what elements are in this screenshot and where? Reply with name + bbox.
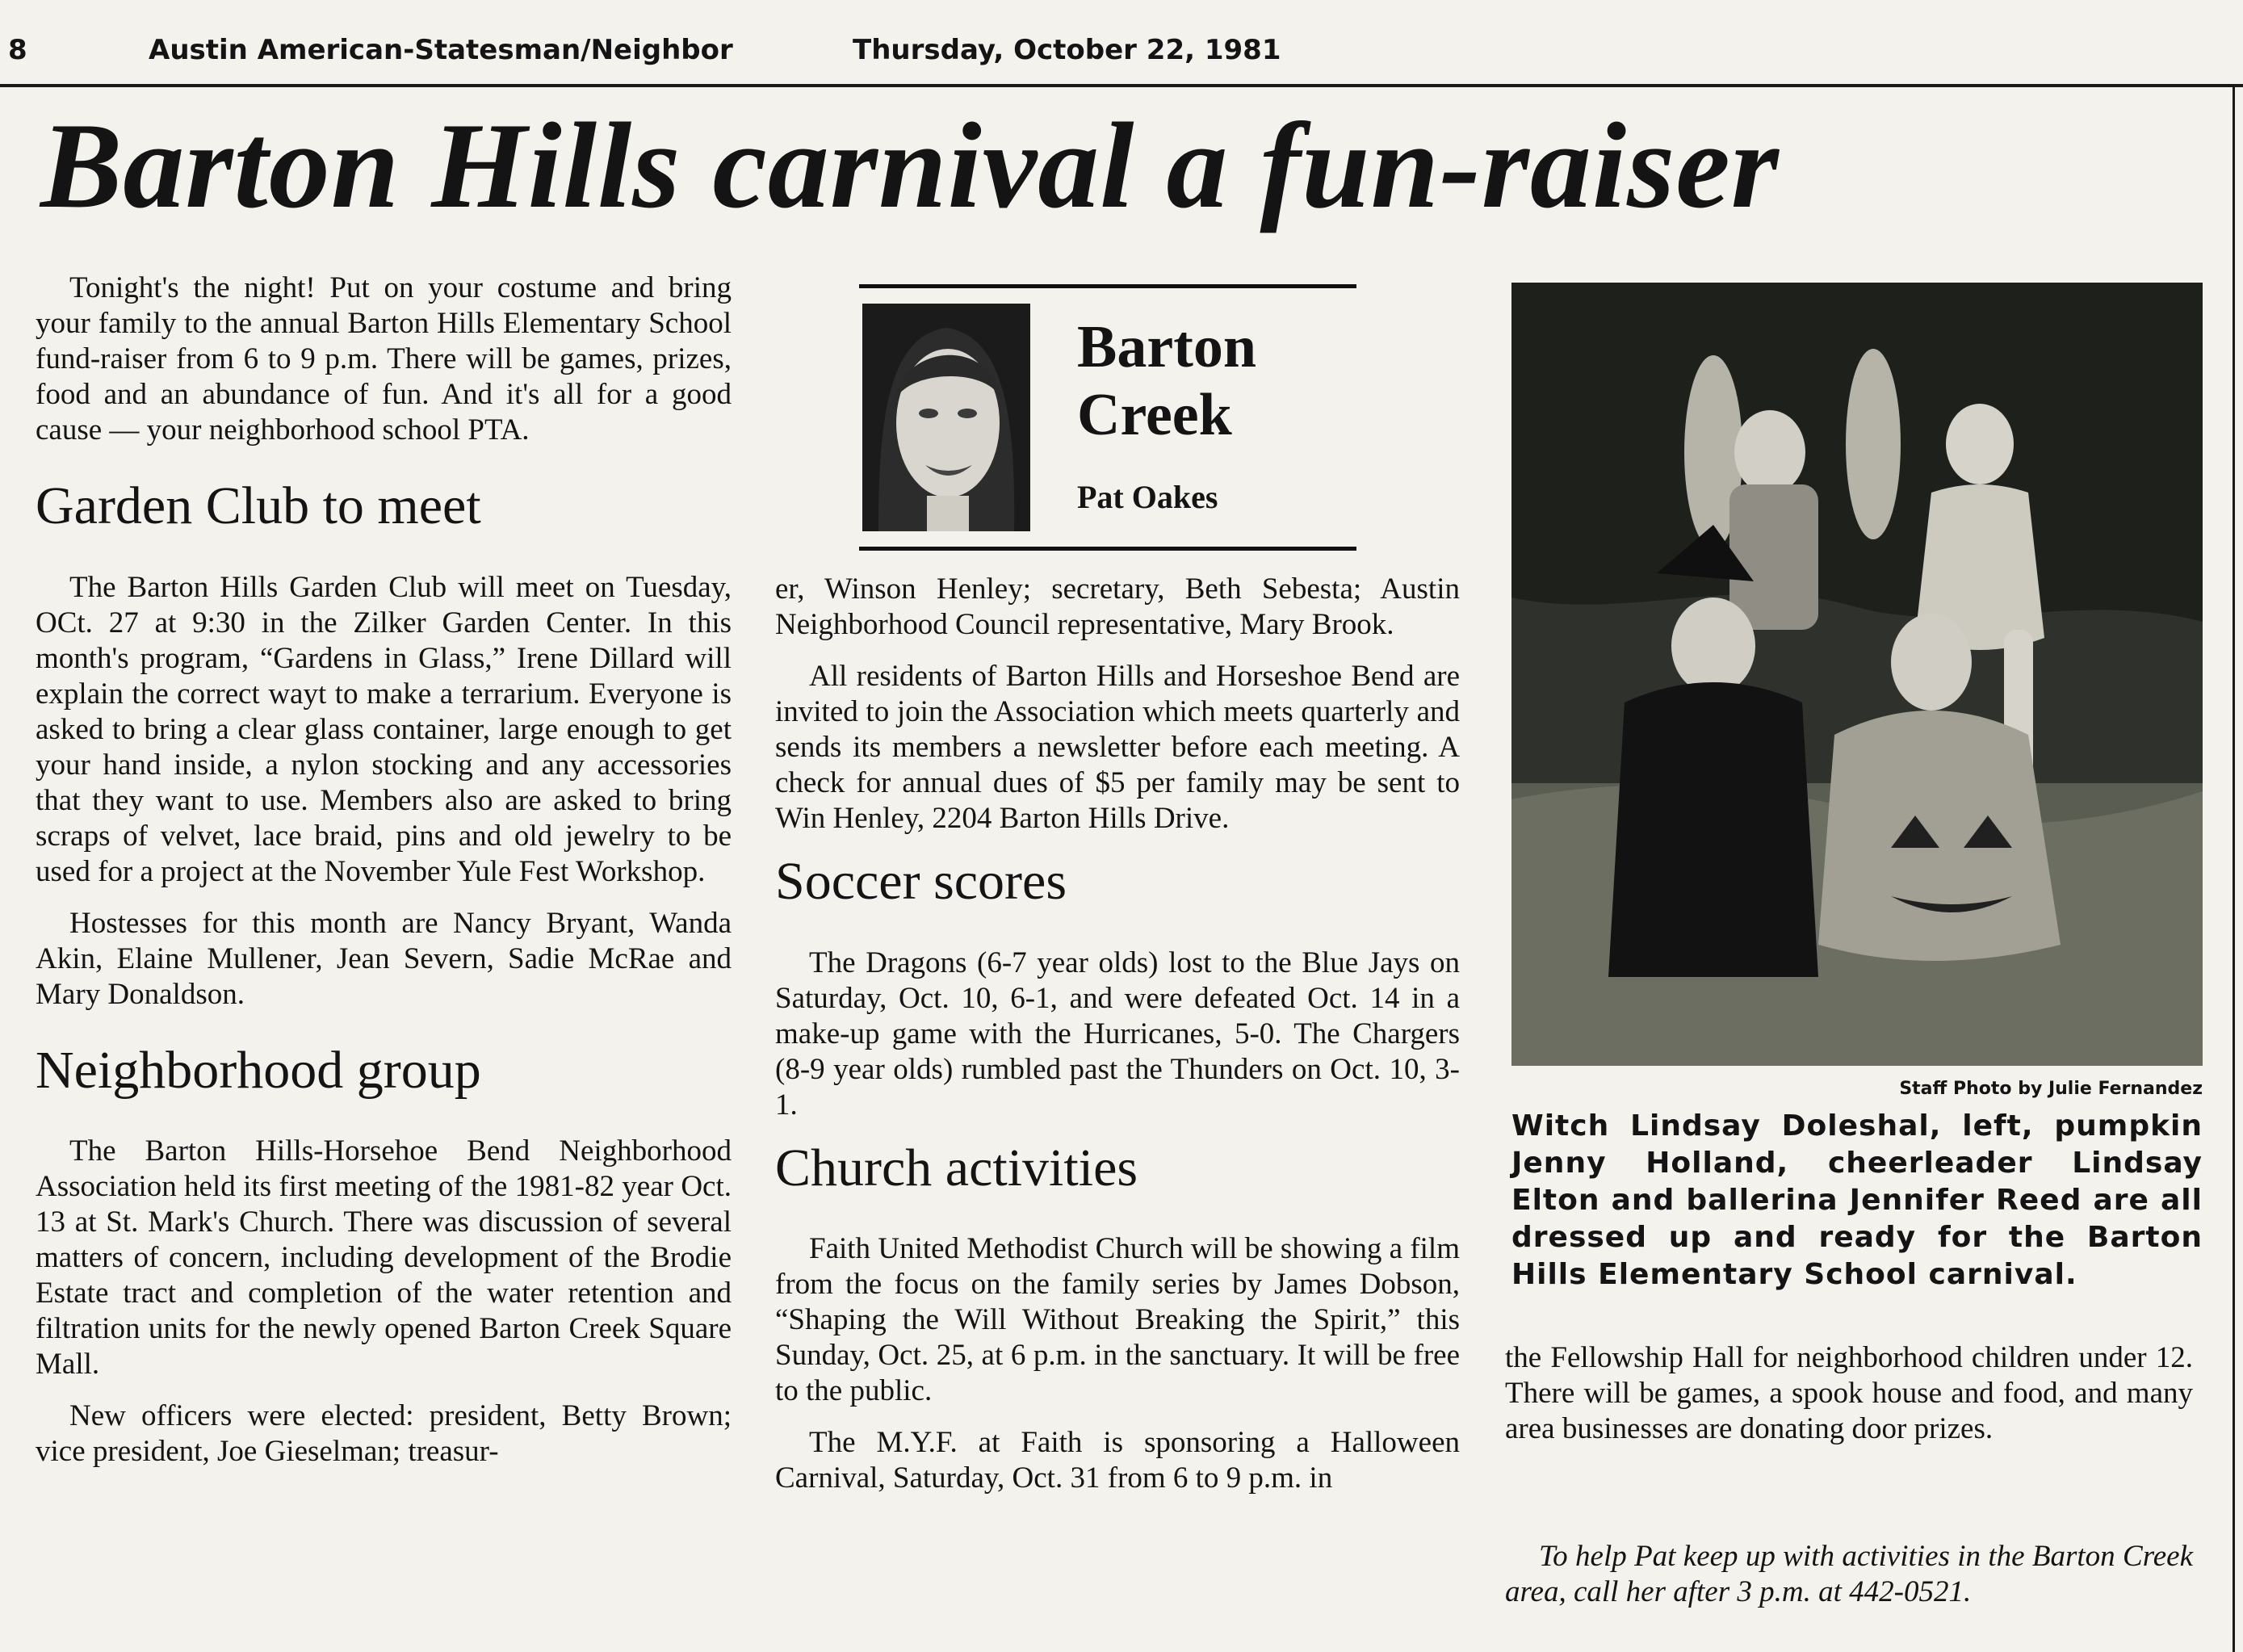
neighborhood-paragraph: The Barton Hills-Horsehoe Bend Neighborhood Association held its first meeting of the 1981-82 year Oct. 13 at St. Mark's Church. There was discussion of several matters of concern, including development of the Brodie Estate tract and completion of the water retention and filtration units for the newly opened Barton Creek Square Mall. [36,1134,732,1382]
residents-paragraph: All residents of Barton Hills and Horseshoe Bend are invited to join the Association which meets quarterly and sends its members a newsletter before each meeting. A check for annual dues of $5 per family may be sent to Win Henley, 2204 Barton Hills Drive. [775,660,1460,835]
column-author: Pat Oakes [1077,479,1218,515]
soccer-scores-heading: Soccer scores [775,852,1067,911]
headline: Barton Hills carnival a fun-raiser [40,98,1780,233]
garden-club-paragraph: The Barton Hills Garden Club will meet on Tuesday, OCt. 27 at 9:30 in the Zilker Garden Center. In this month's program, “Gardens in Glass,” Irene Dillard will explain the correct wayt to make a terrarium. Everyone is asked to bring a clear glass container, large enough to get your hand inside, a nylon stocking and any accessories that they want to use. Members also are asked to bring scraps of velvet, lace braid, pins and old jewelry to be used for a project at the November Yule Fest Workshop. [36,570,732,888]
column-right [1505,1340,2193,1463]
hostesses-paragraph: Hostesses for this month are Nancy Bryant, Wanda Akin, Elaine Mullener, Jean Severn, Sadie McRae and Mary Donaldson. [36,906,732,1011]
soccer-paragraph: The Dragons (6-7 year olds) lost to the Blue Jays on Saturday, Oct. 10, 6-1, and were defeated Oct. 14 in a make-up game with the Hurricanes, 5-0. The Chargers (8-9 year olds) rumbled past the Thunders on Oct. 10, 3-1. [775,945,1460,1122]
children-costumes-photo [1511,283,2203,1066]
intro-paragraph: Tonight's the night! Put on your costume and bring your family to the annual Barton Hills Elementary School fund-raiser from 6 to 9 p.m. There will be games, prizes, food and an abundance of fun. And it's all for a good cause — your neighborhood school PTA. [36,271,732,447]
author-portrait [862,304,1030,531]
officers-continued: er, Winson Henley; secretary, Beth Sebesta; Austin Neighborhood Council representative, Mary Brook. [775,572,1460,641]
officers-paragraph: New officers were elected: president, Betty Brown; vice president, Joe Gieselman; treasur- [36,1399,732,1469]
contact-paragraph: To help Pat keep up with activities in the Barton Creek area, call her after 3 p.m. at 442-0521. [1505,1540,2193,1608]
fellowship-hall-paragraph: the Fellowship Hall for neighborhood children under 12. There will be games, a spook house and food, and many area businesses are donating door prizes. [1505,1341,2193,1445]
page-edge-rule [2233,84,2235,1652]
church-activities-heading: Church activities [775,1138,1138,1197]
publication-date: Thursday, October 22, 1981 [853,34,1281,66]
photo-credit: Staff Photo by Julie Fernandez [1899,1079,2203,1099]
church-paragraph: Faith United Methodist Church will be showing a film from the focus on the family series by James Dobson, “Shaping the Will Without Breaking the Spirit,” this Sunday, Oct. 25, at 6 p.m. in the sanctuary. It will be free to the public. [775,1232,1460,1408]
publication-name: Austin American-Statesman/Neighbor [149,34,733,66]
page-number: 8 [8,34,27,66]
column-byline [859,284,1356,551]
byline-top-rule [859,284,1356,288]
byline-bottom-rule [859,547,1356,551]
photo-caption: Witch Lindsay Doleshal, left, pumpkin Jenny Holland, cheerleader Lindsay Elton and ballerina Jennifer Reed are all dressed up and ready for the Barton Hills Elementary School carnival. [1511,1109,2203,1291]
carnival-photo [1511,283,2203,1066]
author-photo [862,304,1030,531]
neighborhood-group-heading: Neighborhood group [36,1040,481,1100]
garden-club-heading: Garden Club to meet [36,476,481,535]
column-left [36,270,732,1486]
halloween-carnival-paragraph: The M.Y.F. at Faith is sponsoring a Halloween Carnival, Saturday, Oct. 31 from 6 to 9 p.m. in [775,1426,1460,1495]
column-middle [775,572,1460,1512]
column-title: Barton Creek [1077,314,1256,448]
masthead-rule [0,84,2243,87]
contact-note [1505,1539,2193,1626]
